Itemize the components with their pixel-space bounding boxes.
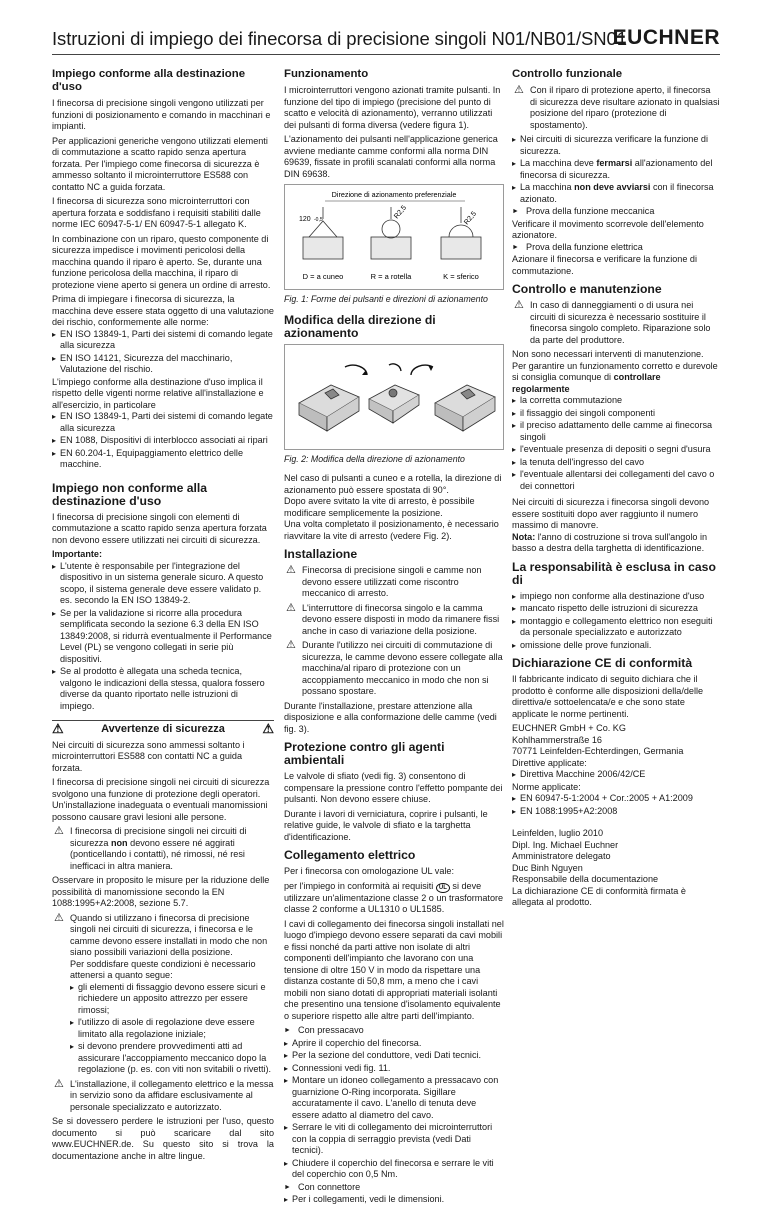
list-item: ▸ EN ISO 13849-1, Parti dei sistemi di comando legate alla sicurezza [52, 329, 274, 352]
list-item: ▸ Nei circuiti di sicurezza verificare la funzione di sicurezza. [512, 134, 720, 157]
list-item: ▸ EN 1088, Dispositivi di interblocco associati ai ripari [52, 435, 274, 447]
heading-function: Funzionamento [284, 68, 369, 80]
list-item: ▸ impiego non conforme alla destinazione d'uso [512, 591, 720, 603]
warning-icon: ⚠ [514, 299, 524, 311]
figure-2-caption: Fig. 2: Modifica della direzione di azionamento [284, 453, 465, 464]
warning-icon: ⚠ [286, 601, 296, 614]
step-heading: ► Con pressacavo [284, 1025, 504, 1037]
warning-icon: ⚠ [54, 825, 64, 837]
paragraph: Prima di impiegare i finecorsa di sicurezza, la macchina deve essere stata oggetto di una valutazione dei rischio, conformemente alle norme: [52, 294, 274, 327]
warning-icon: ⚠ [54, 1077, 64, 1090]
page-title: Istruzioni di impiego dei finecorsa di precisione singoli N01/NB01/SN01 [52, 28, 627, 49]
list-item: ▸ Chiudere il coperchio del finecorsa e serrare le viti del coperchio con 0,5 Nm. [284, 1158, 504, 1181]
heading-maintenance: Controllo e manutenzione [512, 282, 662, 296]
list-item: ▸ Connessioni vedi fig. 11. [284, 1063, 504, 1075]
paragraph: Osservare in proposito le misure per la riduzione delle possibilità di manomissione secondo la EN 1088:1995+A2:2008, sezione 5.7. [52, 875, 270, 908]
paragraph: Durante l'installazione, prestare attenzione alla disposizione e alla conformazione delle camme (vedi fig. 3). [284, 700, 497, 734]
list-item: ▸ Serrare le viti di collegamento dei microinterruttori con la coppia di serraggio prevista (vedi Dati tecnici). [284, 1122, 504, 1157]
euchner-logo: EUCHNER [612, 26, 720, 49]
paragraph: Per applicazioni generiche vengono utilizzati elementi di commutazione a scatto rapido senza apertura forzata. Per l'impiego come finecorsa di sicurezza è ammesso soltanto il microinterruttore ES588 con contatto NC a guida forzata. [52, 135, 268, 192]
heading-liability: La responsabilità è esclusa in caso di [512, 559, 716, 587]
warning-note: ⚠ Durante l'utilizzo nei circuiti di commutazione di sicurezza, le camme devono essere collegate alla macchina/al riparo di protezione con un accoppiamento meccanico in modo che non si possano spostare. [286, 639, 503, 696]
list-item: ▸ Se al prodotto è allegata una scheda tecnica, valgono le indicazioni della stessa, qualora fossero diverse da quanto riportato nelle istruzioni di impiego. [52, 666, 274, 712]
list-item: ▸ EN ISO 13849-1, Parti dei sistemi di comando legate alla sicurezza [52, 411, 274, 434]
paragraph: I microinterruttori vengono azionati tramite pulsanti. In funzione del tipo di impiego (precisione del punto di scatto e velocità di azionamento), verranno utilizzati dei pulsanti di forma diversa (vedere figura 1). [284, 85, 501, 130]
page-header [52, 26, 720, 55]
paragraph: I finecorsa di precisione singoli vengono utilizzati per funzioni di posizionamento e comando in macchinari e impianti. [52, 98, 271, 131]
list-item: ▸ si devono prendere provvedimenti atti ad assicurare l'accoppiamento meccanico dopo la regolazione (p. es. con viti non svitabili o rivetti). [70, 1041, 274, 1076]
fig1-angle: 120 [299, 216, 311, 223]
fig1-label-roller: R = a rotella [370, 272, 412, 281]
standards-label: Norme applicate: [512, 781, 581, 792]
figure-1-drawing [285, 185, 503, 289]
step-heading: ► Prova della funzione meccanica [512, 206, 720, 218]
warning-note: ⚠ L'installazione, il collegamento elettrico e la messa in servizio sono da affidare esclusivamente al personale specializzato e autorizzato. [54, 1077, 274, 1112]
list-item: ▸ il preciso adattamento delle camme ai finecorsa singoli [512, 420, 720, 443]
signature-line: Dipl. Ing. Michael Euchner [512, 839, 619, 850]
list-item: ▸ montaggio e collegamento elettrico non eseguiti da personale specializzato e autorizzato [512, 616, 720, 639]
directives-label: Direttive applicate: [512, 757, 587, 768]
list-item: ▸ Per i collegamenti, vedi le dimensioni. [284, 1194, 504, 1206]
fig1-radius-1: R2,5 [393, 204, 409, 221]
paragraph: I finecorsa di sicurezza sono microinterruttori con apertura forzata e soddisfano i requisiti stabiliti dalle norme IEC 60947-5-1/ EN 60947-5-1 allegato K. [52, 196, 261, 229]
paragraph: I finecorsa di precisione singoli con elementi di commutazione a scatto rapido senza apertura forzata non devono essere utilizzati nei circuiti di sicurezza. [52, 511, 267, 545]
list-item: ▸ EN 1088:1995+A2:2008 [512, 806, 720, 818]
list-item: ▸ Montare un idoneo collegamento a pressacavo con guarnizione O-Ring incorporata. Sigillare accuratamente il cavo. L'anello di tenuta deve essere adatto al diametro del cavo. [284, 1075, 504, 1121]
signature-line: Amministratore delegato [512, 851, 611, 861]
paragraph: L'impiego conforme alla destinazione d'uso implica il rispetto delle vigenti norme relative all'installazione e all'esercizio, in particolare [52, 376, 264, 410]
warning-icon: ⚠ [54, 911, 64, 924]
important-label: Importante: [52, 549, 103, 559]
warning-icon: ⚠ [262, 721, 274, 736]
fig1-radius-2: R2,5 [463, 210, 479, 227]
heading-electrical-connection: Collegamento elettrico [284, 848, 416, 862]
list-item: ▸ EN ISO 14121, Sicurezza del macchinario, Valutazione del rischio. [52, 353, 274, 376]
list-item: ▸ EN 60947-5-1:2004 + Cor.:2005 + A1:2009 [512, 793, 720, 805]
column-right [512, 68, 720, 909]
signature-line: Responsabile della documentazione [512, 874, 659, 884]
warning-note: ⚠ Con il riparo di protezione aperto, il finecorsa di sicurezza deve risultare azionato in qualsiasi posizione del riparo (protezione di spostamento). [514, 84, 720, 130]
warning-note: ⚠ In caso di danneggiamenti o di usura nei circuiti di sicurezza è necessario sostituire il finecorsa singolo completo. Riparazione solo da parte del produttore. [514, 299, 711, 345]
figure-2-drawing [285, 345, 503, 449]
safety-warnings-title: Avvertenze di sicurezza [101, 723, 225, 735]
list-item: ▸ l'eventuale allentarsi dei collegamenti del cavo o dei connettori [512, 469, 720, 492]
paragraph: Una volta completato il posizionamento, è necessario riavvitare la vite di arresto (vedere Fig. 2). [284, 519, 499, 541]
list-item: ▸ Per la sezione del conduttore, vedi Dati tecnici. [284, 1050, 504, 1062]
paragraph: Nei circuiti di sicurezza i finecorsa singoli devono essere sostituiti dopo aver raggiunto il numero massimo di manovre. [512, 497, 710, 530]
fig1-tolerance: -0,5 [314, 217, 323, 223]
warning-icon: ⚠ [52, 721, 64, 736]
paragraph: Per i finecorsa con omologazione UL vale: [284, 866, 455, 876]
list-item: ▸ la tenuta dell'ingresso del cavo [512, 457, 720, 469]
address-line: 70771 Leinfelden-Echterdingen, Germania [512, 746, 684, 756]
warning-icon: ⚠ [286, 564, 296, 576]
heading-intended-use: Impiego conforme alla destinazione d'uso [52, 68, 246, 93]
warning-icon: ⚠ [514, 84, 524, 96]
heading-change-direction: Modifica della direzione di azionamento [284, 312, 436, 340]
heading-non-intended-use: Impiego non conforme alla destinazione d'uso [52, 480, 208, 508]
paragraph: Verificare il movimento scorrevole dell'elemento azionatore. [512, 218, 704, 240]
list-item: ▸ Se per la validazione si ricorre alla procedura semplificata secondo la sezione 6.3 della EN ISO 13849:2008, si ridurrà eventualmente il Performance Level (PL) se vengono collegati in serie più dispositivi. [52, 608, 274, 666]
paragraph: I finecorsa di precisione singoli nei circuiti di sicurezza svolgono una funzione di protezione degli operatori. Un'installazione inadeguata o eventuali manomissioni possono causare gravi lesioni alle persone. [52, 777, 270, 822]
paragraph: La dichiarazione CE di conformità firmata è allegata al prodotto. [512, 885, 686, 907]
figure-1 [284, 184, 504, 290]
paragraph: L'azionamento dei pulsanti nell'applicazione generica avviene mediante camme conformi alla norma DIN 69639, fissate in profili scanalati conformi alla norma DIN 69638. [284, 134, 498, 179]
warning-icon: ⚠ [286, 639, 296, 651]
paragraph: Se si dovessero perdere le istruzioni per l'uso, questo documento si può scaricare dal sito www.EUCHNER.de. Su questo sito si trova la documentazione anche in altre lingue. [52, 1116, 274, 1161]
list-item: ▸ il fissaggio dei singoli componenti [512, 408, 720, 420]
step-heading: ► Prova della funzione elettrica [512, 242, 720, 254]
column-left [52, 68, 274, 1165]
paragraph: I cavi di collegamento dei finecorsa singoli installati nel luogo d'impiego devono essere separati da cavi mobili e fissi nonché da parti attive non isolate di altri componenti dell'impianto che lavorano con una tensione di oltre 150 V in modo da rispettare una distanza costante di 50,8 mm, a meno che i cavi mobili non siano dotati di appropriati materiali isolanti che presentino una tensione d'isolamento equivalente o superiore rispetto alle altre parti dell'impianto. [284, 918, 504, 1021]
paragraph: Nota: l'anno di costruzione si trova sull'angolo in basso a destra della targhetta di identificazione. [512, 531, 708, 553]
paragraph: Nel caso di pulsanti a cuneo e a rotella, la direzione di azionamento può essere spostata di 90°. [284, 473, 502, 495]
list-item: ▸ Direttiva Macchine 2006/42/CE [512, 769, 720, 781]
address-line: Kohlhammerstraße 16 [512, 734, 602, 745]
warning-note: ⚠ Finecorsa di precisione singoli e camme non devono essere utilizzati come riscontro meccanico di arresto. [286, 564, 482, 598]
paragraph: Durante i lavori di verniciatura, coprire i pulsanti, le relative guide, le valvole di sfiato e la targhetta d'identificazione. [284, 808, 488, 842]
paragraph: Il fabbricante indicato di seguito dichiara che il prodotto è conforme alle disposizioni della/delle direttiva/e sottoelencata/e e che sono state applicate le norme pertinenti. [512, 674, 704, 719]
list-item: ▸ la corretta commutazione [512, 395, 720, 407]
heading-ce-declaration: Dichiarazione CE di conformità [512, 656, 693, 670]
heading-functional-check: Controllo funzionale [512, 68, 623, 80]
figure-1-caption: Fig. 1: Forme dei pulsanti e direzioni di azionamento [284, 294, 488, 304]
list-item: ▸ Aprire il coperchio del finecorsa. [284, 1038, 504, 1050]
signature-line: Duc Binh Nguyen [512, 862, 583, 873]
list-item: ▸ omissione delle prove funzionali. [512, 640, 720, 652]
list-item: ▸ EN 60.204-1, Equipaggiamento elettrico delle macchine. [52, 448, 274, 471]
list-item: ▸ L'utente è responsabile per l'integrazione del dispositivo in un sistema generale sicuro. A questo scopo, il sistema generale deve essere validato p. es. secondo la EN ISO 13849-2. [52, 561, 274, 607]
list-item: ▸ La macchina deve fermarsi all'azionamento del finecorsa di sicurezza. [512, 158, 720, 181]
paragraph: Non sono necessari interventi di manutenzione. Per garantire un funzionamento corretto e durevole si consiglia comunque di controllare regolarmente [512, 349, 718, 394]
list-item: ▸ l'eventuale presenza di depositi o segni d'usura [512, 444, 720, 456]
paragraph: per l'impiego in conformità ai requisiti UL si deve utilizzare un'alimentazione classe 2 o un trasformatore classe 2 conforme a UL1310 o UL1585. [284, 880, 504, 914]
list-item: ▸ l'utilizzo di asole di regolazione deve essere limitato alla regolazione iniziale; [70, 1017, 274, 1040]
paragraph: Nei circuiti di sicurezza sono ammessi soltanto i microinterruttori ES588 con contatti NC a guida forzata. [52, 739, 245, 773]
warning-note: ⚠ Quando si utilizzano i finecorsa di precisione singoli nei circuiti di sicurezza, i finecorsa e le camme devono essere installati in modo che non siano possibili variazioni della posizione. Per soddisfare queste condizioni è necessario attenersi a quanto segue: ▸ gli elementi di fissaggio devono essere sicuri e richiedere un apposito attrezzo per essere rimossi; ▸ l'utilizzo di asole di regolazione deve essere limitato alla regolazione iniziale; ▸ si devono prendere provvedimenti atti ad assicurare l'accoppiamento meccanico dopo la regolazione (p. es. con viti non svitabili o rivetti). [52, 913, 274, 1076]
paragraph: Dopo avere svitato la vite di arresto, è possibile modificare semplicemente la posizione. [284, 496, 475, 518]
warning-note: ⚠ L'interruttore di finecorsa singolo e la camma devono essere disposti in modo da rimanere fissi anche in caso di variazione della posizione. [286, 601, 500, 636]
heading-installation: Installazione [284, 547, 358, 561]
figure-2 [284, 344, 504, 450]
warning-note: ⚠ I finecorsa di precisione singoli nei circuiti di sicurezza non devono essere né aggirati (ponticellando i contatti), né rimossi, né resi inefficaci in altra maniera. [54, 825, 247, 871]
address-line: EUCHNER GmbH + Co. KG [512, 723, 626, 733]
signature-line: Leinfelden, luglio 2010 [512, 828, 604, 838]
ul-logo: UL [436, 883, 450, 893]
fig1-top-label: Direzione di azionamento preferenziale [331, 190, 457, 199]
fig1-label-wedge: D = a cuneo [302, 272, 344, 281]
heading-environment-protection: Protezione contro gli agenti ambientali [284, 740, 445, 767]
paragraph: Azionare il finecorsa e verificare la funzione di commutazione. [512, 254, 698, 276]
list-item: ▸ mancato rispetto delle istruzioni di sicurezza [512, 603, 720, 615]
paragraph: Le valvole di sfiato (vedi fig. 3) consentono di compensare la pressione contro l'effetto pompante dei pulsanti. Non devono essere chiuse. [284, 771, 503, 804]
column-middle [284, 68, 504, 1207]
fig1-label-ball: K = sferico [443, 272, 479, 281]
safety-warnings-header [52, 720, 274, 736]
step-heading: ► Con connettore [284, 1182, 504, 1194]
list-item: ▸ gli elementi di fissaggio devono essere sicuri e richiedere un apposito attrezzo per essere rimossi; [70, 982, 274, 1017]
list-item: ▸ La macchina non deve avviarsi con il finecorsa azionato. [512, 182, 720, 205]
paragraph: In combinazione con un riparo, questo componente di sicurezza impedisce i movimenti pericolosi della macchina quando il riparo è aperto. Se, durante una funzione pericolosa della macchina, il riparo di protezione viene aperto si genera un ordine di arresto. [52, 233, 271, 290]
